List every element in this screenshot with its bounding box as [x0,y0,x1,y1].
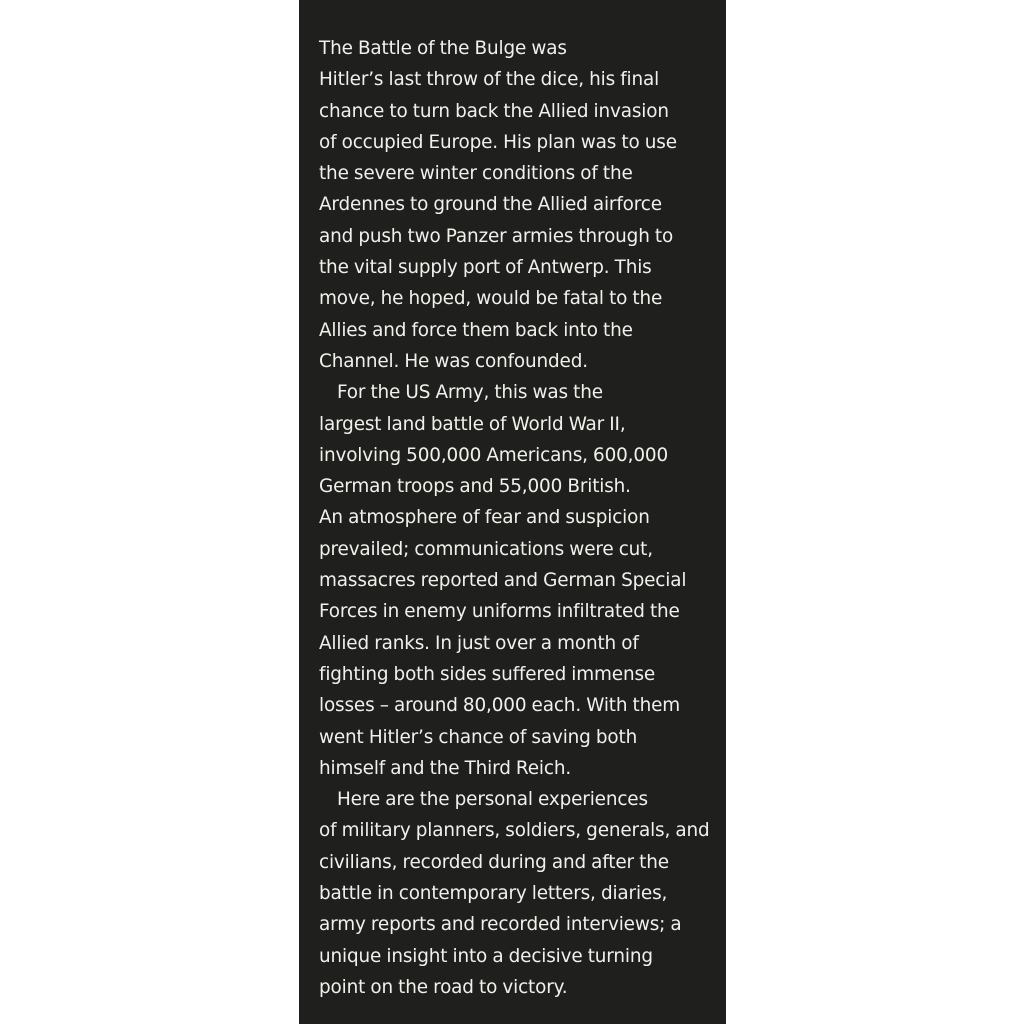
blurb-line: of occupied Europe. His plan was to use [319,131,677,153]
blurb-line: Allied ranks. In just over a month of [319,632,639,654]
blurb-line: fighting both sides suffered immense [319,663,656,685]
blurb-line: move, he hoped, would be fatal to the [319,288,663,310]
blurb-line: largest land battle of World War II, [319,413,626,435]
blurb-line: An atmosphere of fear and suspicion [319,507,650,529]
back-cover-panel [299,0,726,1024]
blurb-line: himself and the Third Reich. [319,757,572,779]
blurb-line: unique insight into a decisive turning [319,945,653,967]
blurb-line: chance to turn back the Allied invasion [319,100,669,122]
blurb-line: civilians, recorded during and after the [319,851,669,873]
blurb-line: For the US Army, this was the [337,382,603,404]
blurb-line: of military planners, soldiers, generals, and [319,820,710,842]
blurb-line: went Hitler’s chance of saving both [319,726,638,748]
blurb-line: point on the road to victory. [319,976,568,998]
blurb-line: the vital supply port of Antwerp. This [319,257,652,279]
blurb-line: Here are the personal experiences [337,789,648,811]
blurb-line: the severe winter conditions of the [319,163,633,185]
blurb-line: The Battle of the Bulge was [319,38,567,59]
blurb-line: prevailed; communications were cut, [319,538,653,560]
blurb-line: Allies and force them back into the [319,319,633,341]
blurb-line: army reports and recorded interviews; a [319,914,682,936]
blurb-line: involving 500,000 Americans, 600,000 [319,444,669,466]
blurb-line: German troops and 55,000 British. [319,476,631,498]
blurb-line: Ardennes to ground the Allied airforce [319,194,662,216]
blurb-line: Channel. He was confounded. [319,350,588,372]
blurb-line: Forces in enemy uniforms infiltrated the [319,601,680,623]
blurb-line: losses – around 80,000 each. With them [319,695,681,717]
blurb-text [319,33,719,1003]
blurb-line: and push two Panzer armies through to [319,225,674,247]
blurb-line: massacres reported and German Special [319,570,687,592]
blurb-line: Hitler’s last throw of the dice, his final [319,69,660,91]
blurb-line: battle in contemporary letters, diaries, [319,883,668,905]
